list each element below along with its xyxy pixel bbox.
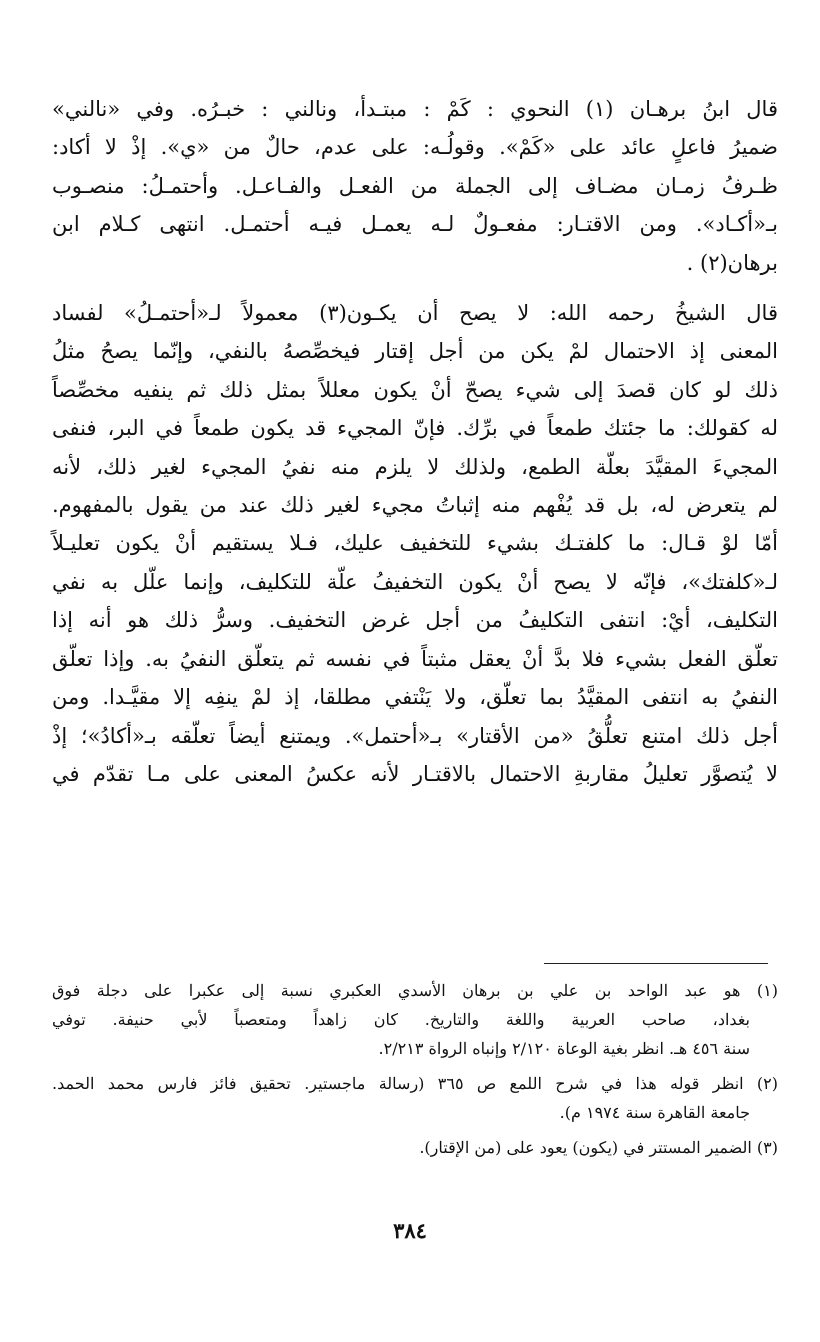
paragraph-2 — [52, 294, 778, 793]
text-line: قال الشيخُ رحمه الله: لا يصح أن يكـون(٣) معمولاً لـ«أحتمـلُ» لفساد — [52, 301, 778, 326]
text-line: لم يتعرض له، بل قد يُفْهم منه إثباتُ مجيء لغير ذلك عند من يقول بالمفهوم. — [52, 493, 778, 518]
text-line: التكليف، أيْ: انتفى التكليفُ من أجل غرض التخفيف. وسرُّ ذلك هو أنه إذا — [52, 608, 778, 633]
text-line: ذلك لو كان قصدَ إلى شيء يصحّ أنْ يكون معللاً بمثل ذلك ثم ينفيه مخصِّصاً — [52, 377, 778, 402]
footnote-line: (١) هو عبد الواحد بن علي بن برهان الأسدي العكبري نسبة إلى عكبرا على دجلة فوق — [52, 981, 778, 1000]
footnote-3 — [52, 1133, 778, 1162]
footnote-line: جامعة القاهرة سنة ١٩٧٤ م). — [559, 1103, 750, 1122]
footnote-line: (٣) الضمير المستتر في (يكون) يعود على (من الإقتار). — [419, 1138, 778, 1157]
footnote-1 — [52, 976, 778, 1063]
paragraph-1 — [52, 90, 778, 282]
page-number: ٣٨٤ — [393, 1218, 427, 1243]
footnote-divider — [544, 963, 768, 964]
text-line: النفيُ به انتفى المقيَّدُ بما تعلّق، ولا يَنْتفي مطلقا، إذ لمْ ينفِه إلا مقيَّـدا. ومن — [52, 685, 778, 710]
text-line: لـ«كلفتك»، فإنّه لا يصح أنْ يكون التخفيفُ علّة للتكليف، وإنما علّل به نفي — [52, 569, 778, 594]
text-line: بـ«أكـاد». ومن الاقتـار: مفعـولٌ لـه يعمـل فيـه أحتمـل. انتهى كـلام ابن — [52, 212, 778, 237]
text-line: برهان(٢) . — [686, 250, 778, 275]
text-line: ظـرفُ زمـان مضـاف إلى الجملة من الفعـل والفـاعـل. وأحتمـلُ: منصـوب — [52, 173, 778, 198]
text-line: قال ابنُ برهـان (١) النحوي : كَمْ : مبتـدأ، ونالني : خبـرُه. وفي «نالني» — [52, 97, 778, 121]
footnote-line: (٢) انظر قوله هذا في شرح اللمع ص ٣٦٥ (رسالة ماجستير. تحقيق فائز فارس محمد الحمد. — [52, 1074, 779, 1093]
footnote-2 — [52, 1069, 778, 1127]
text-line: المجيءَ المقيَّدَ بعلّة الطمع، ولذلك لا يلزم منه نفيُ المجيء لغير ذلك، لأنه — [52, 454, 778, 479]
footnotes — [52, 976, 778, 1168]
main-text — [52, 90, 778, 793]
text-line: ضميرُ فاعلٍ عائد على «كَمْ». وقولُـه: على عدم، حالٌ من «ي». إذْ لا أكاد: — [52, 135, 778, 160]
text-line: تعلّق الفعل بشيء فلا بدَّ أنْ يعقل مثبتاً في نفسه ثم يتعلّق النفيُ به. وإذا تعلّق — [52, 646, 778, 671]
text-line: له كقولك: ما جئتك طمعاً في برِّك. فإنّ المجيء قد يكون طمعاً في البر، فنفى — [52, 416, 778, 441]
footnote-line: بغداد، صاحب العربية واللغة والتاريخ. كان زاهداً ومتعصباً لأبي حنيفة. توفي — [52, 1010, 750, 1029]
footnote-line: سنة ٤٥٦ هـ. انظر بغية الوعاة ٢/١٢٠ وإنباه الرواة ٢/٢١٣. — [378, 1039, 750, 1058]
text-line: أجل ذلك امتنع تعلُّقُ «من الأقتار» بـ«أحتمل». ويمتنع أيضاً تعلّقه بـ«أكادُ»؛ إذْ — [52, 723, 778, 748]
text-line: أمّا لوْ قـال: ما كلفتـك بشيء للتخفيف عليك، فـلا يستقيم أنْ يكون تعليـلاً — [52, 531, 778, 556]
text-line: المعنى إذ الاحتمال لمْ يكن من أجل إقتار فيخصِّصهُ بالنفي، وإنّما يصحُ مثلُ — [52, 339, 778, 364]
text-line: لا يُتصوَّر تعليلُ مقاربةِ الاحتمال بالاقتـار لأنه عكسُ المعنى على مـا تقدّم في — [52, 761, 778, 786]
